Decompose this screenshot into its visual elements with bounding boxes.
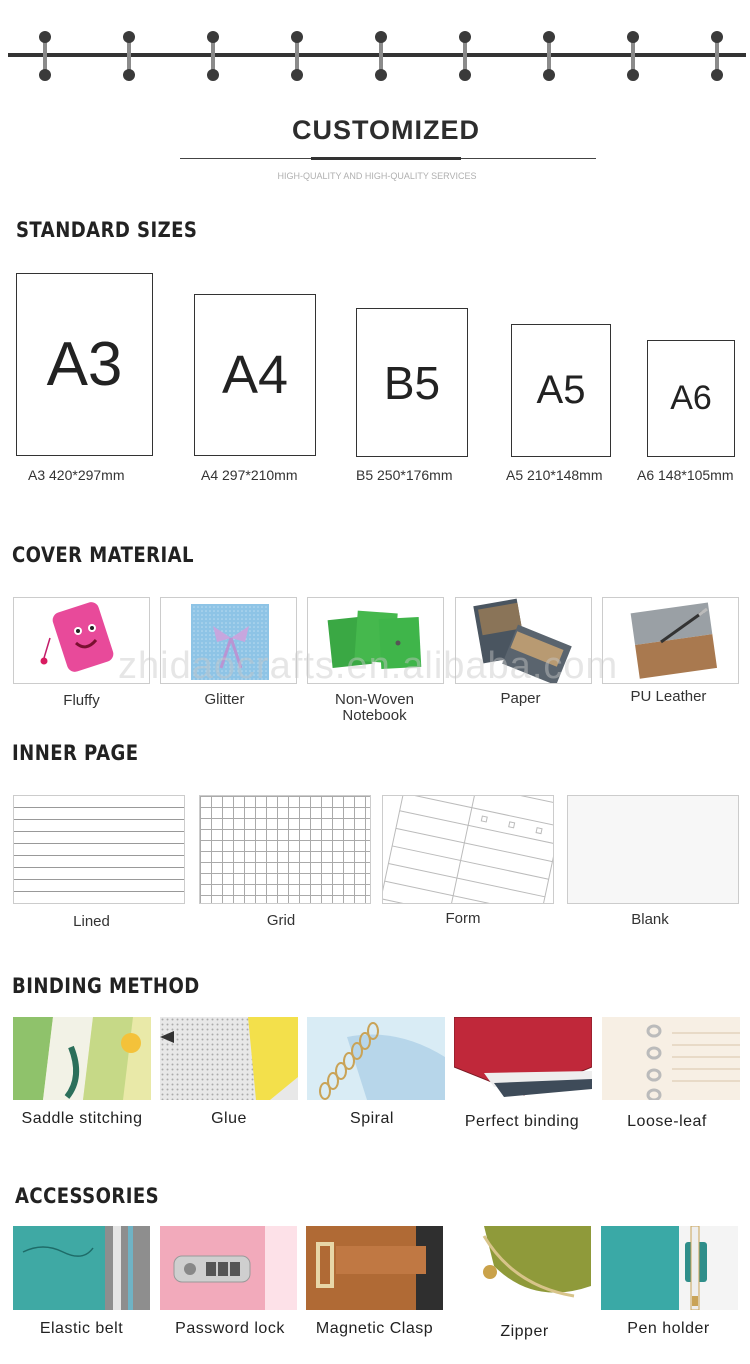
- inner-page-lined: [13, 795, 185, 904]
- binding-image-saddle-stitching: [13, 1017, 151, 1100]
- section-heading-binding-method: BINDING METHOD: [12, 974, 200, 998]
- inner-page-grid: [199, 795, 371, 904]
- magnetic-clasp-illustration: [306, 1226, 443, 1310]
- inner-page-caption: Lined: [73, 913, 110, 930]
- page-subtitle: HIGH-QUALITY AND HIGH-QUALITY SERVICES: [277, 171, 477, 181]
- size-box-a3: [16, 273, 153, 456]
- watermark: zhidaocrafts.en.alibaba.com: [118, 645, 619, 687]
- size-caption: B5 250*176mm: [356, 467, 453, 483]
- cover-caption: Paper: [500, 690, 541, 707]
- cover-caption: Glitter: [204, 691, 245, 708]
- accessory-caption: Elastic belt: [39, 1320, 124, 1337]
- accessory-image-pen-holder: [601, 1226, 738, 1310]
- page-title: CUSTOMIZED: [291, 115, 480, 145]
- section-heading-standard-sizes: STANDARD SIZES: [16, 218, 198, 242]
- size-caption: A5 210*148mm: [506, 467, 603, 483]
- binding-image-perfect-binding: [454, 1017, 592, 1100]
- size-box-a4: [194, 294, 316, 456]
- pen-holder-illustration: [601, 1226, 738, 1310]
- section-heading-inner-page: INNER PAGE: [12, 741, 139, 765]
- size-caption: A6 148*105mm: [637, 467, 734, 483]
- binding-image-loose-leaf: [602, 1017, 740, 1100]
- inner-page-form: [382, 795, 554, 904]
- binding-ring: [207, 31, 219, 81]
- spiral-binding-illustration: [307, 1017, 445, 1100]
- cover-caption: PU Leather: [630, 688, 707, 705]
- cover-caption: Non-Woven Notebook: [335, 691, 414, 724]
- size-box-b5: [356, 308, 468, 457]
- saddle-stitching-illustration: [13, 1017, 151, 1100]
- binding-ring: [711, 31, 723, 81]
- cover-image-pu-leather: [602, 597, 739, 684]
- binding-ring: [375, 31, 387, 81]
- section-heading-cover-material: COVER MATERIAL: [12, 543, 194, 567]
- size-label: B5: [383, 356, 441, 409]
- inner-page-blank: [567, 795, 739, 904]
- password-lock-illustration: [160, 1226, 297, 1310]
- title-divider-accent: [311, 157, 461, 160]
- accessory-image-magnetic-clasp: [306, 1226, 443, 1310]
- binding-caption: Spiral: [350, 1110, 394, 1127]
- inner-page-caption: Form: [445, 910, 481, 927]
- size-label: A4: [221, 345, 289, 405]
- size-box-a5: [511, 324, 611, 457]
- binding-caption: Perfect binding: [464, 1113, 580, 1130]
- pu-leather-notebook-illustration: [603, 598, 739, 684]
- inner-page-caption: Grid: [266, 912, 296, 929]
- form-page-illustration: [383, 796, 554, 904]
- inner-page-caption: Blank: [631, 911, 669, 928]
- binding-caption: Glue: [211, 1110, 247, 1127]
- binding-ring: [459, 31, 471, 81]
- zipper-illustration: [454, 1226, 591, 1310]
- binding-caption: Loose-leaf: [627, 1113, 707, 1130]
- binding-image-spiral: [307, 1017, 445, 1100]
- section-heading-accessories: ACCESSORIES: [15, 1184, 160, 1208]
- cover-caption: Fluffy: [63, 692, 100, 709]
- perfect-binding-illustration: [454, 1017, 592, 1100]
- accessory-image-zipper: [454, 1226, 591, 1310]
- accessory-image-elastic-belt: [13, 1226, 150, 1310]
- accessory-caption: Password lock: [175, 1320, 285, 1337]
- binding-ring: [627, 31, 639, 81]
- accessory-caption: Zipper: [500, 1323, 549, 1340]
- binding-ring: [39, 31, 51, 81]
- binding-ring: [123, 31, 135, 81]
- size-label: A6: [670, 379, 712, 417]
- size-label: A5: [536, 368, 586, 412]
- binding-image-glue: [160, 1017, 298, 1100]
- size-label: A3: [46, 330, 123, 399]
- accessory-image-password-lock: [160, 1226, 297, 1310]
- loose-leaf-illustration: [602, 1017, 740, 1100]
- size-caption: A3 420*297mm: [28, 467, 125, 483]
- size-box-a6: [647, 340, 735, 457]
- accessory-caption: Magnetic Clasp: [315, 1320, 434, 1337]
- glue-binding-illustration: [160, 1017, 298, 1100]
- size-caption: A4 297*210mm: [201, 467, 298, 483]
- elastic-belt-illustration: [13, 1226, 150, 1310]
- binding-ring: [543, 31, 555, 81]
- binding-caption: Saddle stitching: [21, 1110, 143, 1127]
- accessory-caption: Pen holder: [627, 1320, 710, 1337]
- binding-ring: [291, 31, 303, 81]
